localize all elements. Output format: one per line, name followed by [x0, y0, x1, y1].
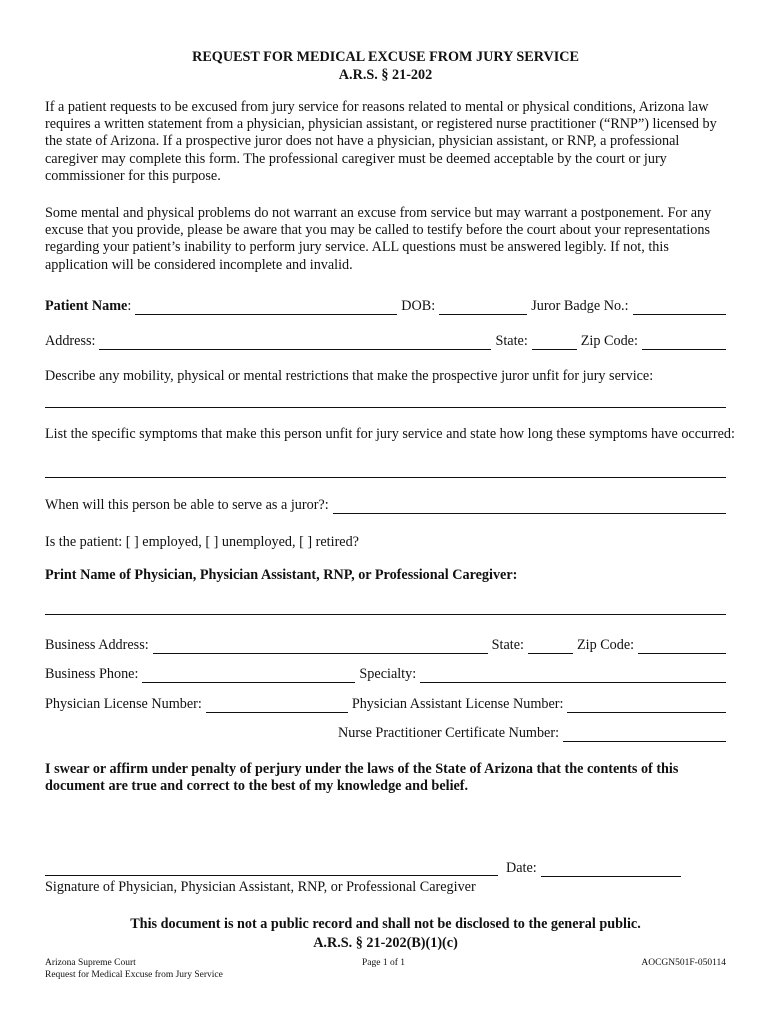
physician-license-label: Physician License Number: [45, 696, 202, 712]
juror-badge-field[interactable] [633, 300, 726, 315]
business-state-field[interactable] [528, 639, 573, 654]
public-record-notice: This document is not a public record and shall not be disclosed to the general public. [130, 916, 641, 932]
patient-name-label: Patient Name [45, 298, 128, 314]
provider-name-label: Print Name of Physician, Physician Assistant, RNP, or Professional Caregiver: [45, 567, 518, 583]
dob-label: DOB: [401, 298, 436, 314]
license-row [45, 696, 726, 713]
business-phone-label: Business Phone: [45, 666, 139, 682]
patient-name-row [45, 298, 726, 315]
address-label: Address: [45, 333, 96, 349]
physician-license-field[interactable] [206, 698, 348, 713]
when-serve-field[interactable] [333, 499, 726, 514]
state-label: State: [495, 333, 528, 349]
np-cert-row [338, 725, 726, 742]
business-zip-field[interactable] [638, 639, 726, 654]
business-address-field[interactable] [153, 639, 488, 654]
footer-form-title: Request for Medical Excuse from Jury Service [45, 970, 223, 980]
zip-field[interactable] [642, 335, 726, 350]
signature-label: Signature of Physician, Physician Assistant, RNP, or Professional Caregiver [45, 879, 476, 895]
state-field[interactable] [532, 335, 577, 350]
footer-form-code: AOCGN501F-050114 [641, 958, 726, 968]
address-field[interactable] [99, 335, 491, 350]
intro-paragraph-1: If a patient requests to be excused from jury service for reasons related to mental or physical conditions, Arizona law requires a written statement from a physician, physician assistant, or registered nurse practitioner (“RNP”) licensed by the state of Arizona. If a prospective juror does not have a physician, physician assistant, or RNP, a professional caregiver may complete this form. The professional caregiver must be deemed acceptable by the court or jury commissioner for this purpose. [45, 99, 717, 184]
form-title: REQUEST FOR MEDICAL EXCUSE FROM JURY SERVICE [192, 49, 579, 65]
patient-name-field[interactable] [135, 300, 397, 315]
business-phone-row [45, 666, 726, 683]
business-address-label: Business Address: [45, 637, 149, 653]
business-address-row [45, 637, 726, 654]
restrictions-question: Describe any mobility, physical or mental restrictions that make the prospective juror unfit for jury service: [45, 368, 654, 384]
pa-license-field[interactable] [567, 698, 726, 713]
when-serve-row [45, 497, 726, 514]
form-statute: A.R.S. § 21-202 [338, 67, 433, 83]
footer-court: Arizona Supreme Court [45, 958, 136, 968]
symptoms-answer-line[interactable] [45, 477, 726, 478]
pa-license-label: Physician Assistant License Number: [351, 696, 564, 712]
patient-name-colon: : [127, 298, 132, 314]
when-serve-label: When will this person be able to serve as a juror?: [45, 497, 329, 513]
specialty-label: Specialty: [359, 666, 417, 682]
np-cert-field[interactable] [563, 727, 726, 742]
perjury-oath: I swear or affirm under penalty of perjury under the laws of the State of Arizona that the contents of this document are true and correct to the best of my knowledge and belief. [45, 761, 679, 795]
footer-page-number: Page 1 of 1 [362, 958, 406, 968]
employment-question[interactable]: Is the patient: [ ] employed, [ ] unemployed, [ ] retired? [45, 534, 359, 550]
notice-statute: A.R.S. § 21-202(B)(1)(c) [313, 935, 458, 951]
patient-address-row [45, 333, 726, 350]
zip-label: Zip Code: [580, 333, 638, 349]
business-state-label: State: [491, 637, 524, 653]
date-row [506, 860, 681, 877]
intro-paragraph-2: Some mental and physical problems do not warrant an excuse from service but may warrant a postponement. For any excuse that you provide, please be aware that you may be called to testify before the court about your representations regarding your patient’s inability to perform jury service. ALL questions must be answered legibly. If not, this application will be considered incomplete and invalid. [45, 205, 712, 273]
specialty-field[interactable] [420, 668, 726, 683]
np-cert-label: Nurse Practitioner Certificate Number: [338, 725, 560, 741]
juror-badge-label: Juror Badge No.: [531, 298, 629, 314]
date-field[interactable] [541, 862, 681, 877]
restrictions-answer-line[interactable] [45, 407, 726, 408]
date-label: Date: [506, 860, 537, 876]
provider-name-line[interactable] [45, 614, 726, 615]
symptoms-question: List the specific symptoms that make this person unfit for jury service and state how long these symptoms have occurred: [45, 426, 735, 442]
business-phone-field[interactable] [142, 668, 355, 683]
dob-field[interactable] [439, 300, 527, 315]
signature-line[interactable] [45, 875, 498, 876]
business-zip-label: Zip Code: [576, 637, 635, 653]
